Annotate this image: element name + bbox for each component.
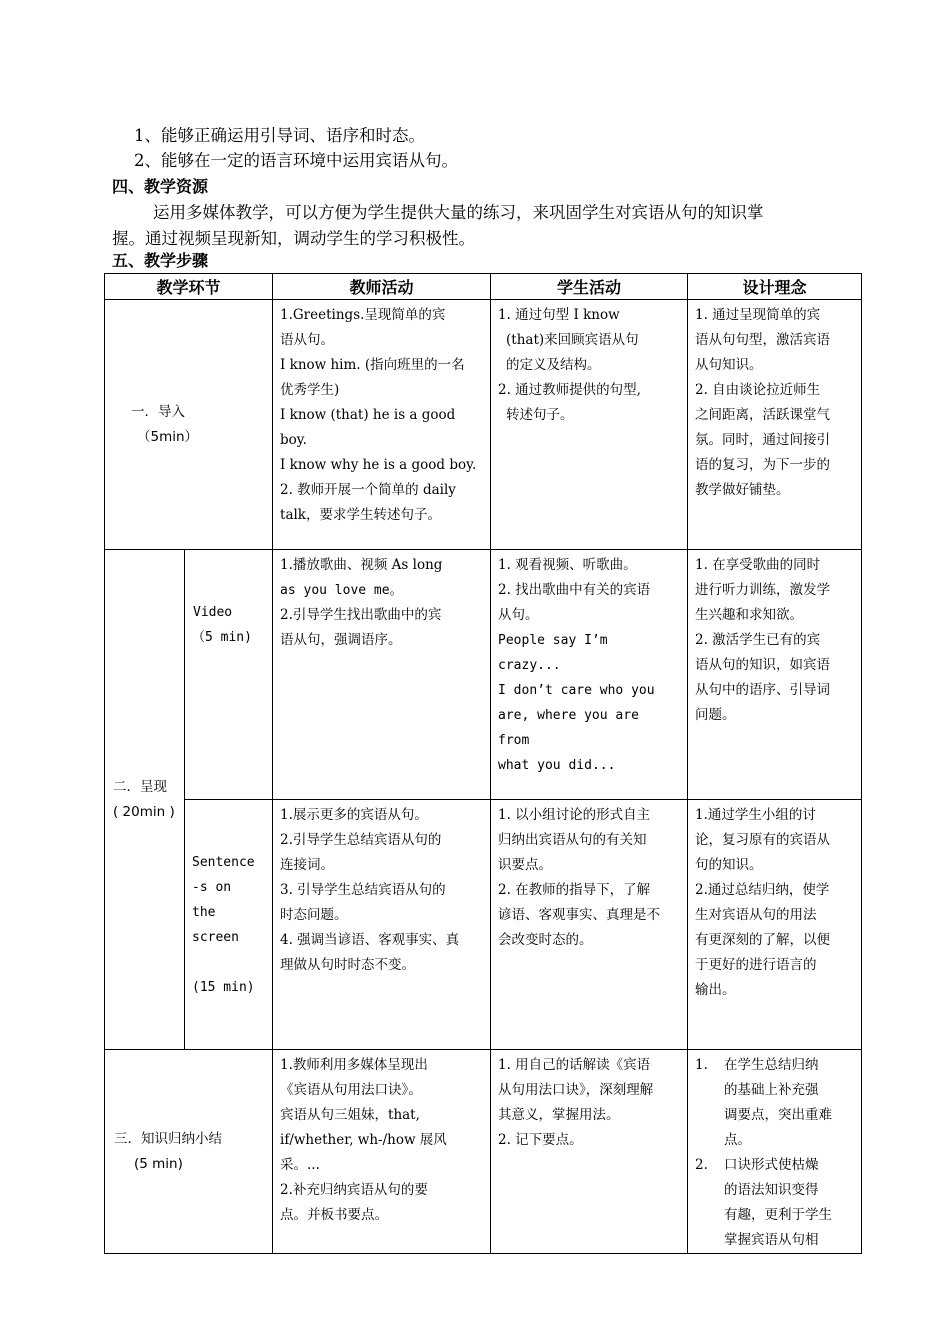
sentences-teacher-cell	[273, 800, 491, 1050]
text-line: 1.通过学生小组的讨	[695, 807, 816, 823]
text-line: I know (that) he is a good boy.	[280, 407, 456, 448]
objective-2: 2、能够在一定的语言环境中运用宾语从句。	[134, 151, 458, 170]
text-line: 2. 通过教师提供的句型,	[498, 382, 641, 398]
resources-line-1: 运用多媒体教学，可以方便为学生提供大量的练习，来巩固学生对宾语从句的知识掌	[153, 203, 764, 222]
text-line: 2. 找出歌曲中有关的宾语	[498, 582, 651, 598]
stage-present	[105, 550, 185, 1050]
text-line: 之间距离，活跃课堂气	[695, 407, 831, 423]
text-line: 进行听力训练，激发学	[695, 582, 831, 598]
text-line: 从句中的语序、引导词	[695, 682, 831, 698]
text-line: from	[498, 733, 530, 748]
table-header-row	[105, 274, 862, 300]
list-item	[695, 1053, 854, 1153]
text-line: 句的知识。	[695, 857, 763, 873]
text-line: 1.Greetings.呈现简单的宾	[280, 307, 446, 323]
text-line: 2.引导学生找出歌曲中的宾	[280, 607, 442, 623]
text-line: 会改变时态的。	[498, 932, 593, 948]
video-design-cell	[688, 550, 862, 800]
text-line: 1. 以小组讨论的形式自主	[498, 807, 651, 823]
text-line: 2.补充归纳宾语从句的要	[280, 1182, 428, 1198]
text-line: 于更好的进行语言的	[695, 957, 817, 973]
text-line: 点。并板书要点。	[280, 1207, 389, 1223]
intro-student-cell	[491, 300, 688, 550]
text-line: 有更深刻的了解，以便	[695, 932, 831, 948]
text-line: -s on	[192, 880, 232, 895]
summary-design-cell	[688, 1050, 862, 1254]
stage-summary	[105, 1050, 273, 1254]
text-line: 理做从句时时态不变。	[280, 957, 416, 973]
text-line: 口诀形式使枯燥	[724, 1157, 819, 1173]
stage-intro-title: 一．导入	[131, 403, 185, 420]
text-line: 1.展示更多的宾语从句。	[280, 807, 428, 823]
text-line: crazy...	[498, 658, 561, 673]
text-line: I know why he is a good boy.	[280, 457, 477, 473]
text-line: 的定义及结构。	[506, 357, 601, 373]
text-line: 从句知识。	[695, 357, 763, 373]
sentences-design-cell	[688, 800, 862, 1050]
header-student: 学生活动	[491, 274, 688, 300]
text-line: 时态问题。	[280, 907, 348, 923]
table-row	[105, 550, 862, 800]
text-line: 宾语从句三姐妹，that,	[280, 1107, 420, 1123]
text-line: (15 min)	[192, 980, 255, 995]
section-heading-resources: 四、教学资源	[112, 177, 209, 196]
summary-teacher-cell	[273, 1050, 491, 1254]
text-line	[192, 950, 265, 975]
text-line: 2. 记下要点。	[498, 1132, 583, 1148]
video-teacher-cell	[273, 550, 491, 800]
stage-present-title: 二．呈现	[113, 778, 167, 795]
summary-student-cell	[491, 1050, 688, 1254]
text-line: 论，复习原有的宾语从	[695, 832, 831, 848]
text-line: 教学做好铺垫。	[695, 482, 790, 498]
text-line: 其意义，掌握用法。	[498, 1107, 620, 1123]
stage-summary-title: 三．知识归纳小结	[114, 1130, 222, 1147]
text-line: 转述句子。	[506, 407, 574, 423]
text-line: People say I’m	[498, 633, 608, 648]
video-student-cell	[491, 550, 688, 800]
text-line: 归纳出宾语从句的有关知	[498, 832, 647, 848]
text-line: 采。...	[280, 1157, 320, 1173]
header-stage: 教学环节	[105, 274, 273, 300]
text-line: 1.教师利用多媒体呈现出	[280, 1057, 428, 1073]
intro-teacher-cell	[273, 300, 491, 550]
text-line: 2. 激活学生已有的宾	[695, 632, 821, 648]
text-line: 2. 自由谈论拉近师生	[695, 382, 821, 398]
text-line: 2. 在教师的指导下，了解	[498, 882, 651, 898]
text-line: the	[192, 905, 216, 920]
list-number: 1.	[695, 1057, 708, 1073]
text-line: 的语法知识变得	[724, 1182, 819, 1198]
text-line: Video	[193, 605, 233, 620]
list-number: 2.	[695, 1157, 708, 1173]
text-line: (that)来回顾宾语从句	[506, 332, 639, 348]
text-line: 语从句的知识，如宾语	[695, 657, 831, 673]
text-line: 生对宾语从句的用法	[695, 907, 817, 923]
text-line: （5 min)	[192, 630, 252, 645]
intro-design-cell	[688, 300, 862, 550]
text-line: 氛。同时，通过间接引	[695, 432, 831, 448]
text-line: 1. 通过句型 I know	[498, 307, 620, 323]
text-line: 有趣，更利于学生	[724, 1207, 833, 1223]
text-line: as you love me。	[280, 583, 403, 598]
text-line: 识要点。	[498, 857, 553, 873]
stage-present-time: ( 20min )	[113, 803, 175, 820]
text-line: 2.通过总结归纳，使学	[695, 882, 830, 898]
sentences-student-cell	[491, 800, 688, 1050]
text-line: talk，要求学生转述句子。	[280, 507, 441, 523]
text-line: 语的复习，为下一步的	[695, 457, 831, 473]
text-line: 语从句。	[280, 332, 335, 348]
text-line: 1. 通过呈现简单的宾	[695, 307, 821, 323]
text-line: 调要点，突出重难	[724, 1107, 833, 1123]
text-line: screen	[192, 930, 239, 945]
stage-intro-time: （5min）	[137, 428, 199, 445]
text-line: 从句。	[498, 607, 539, 623]
text-line: 2. 教师开展一个简单的 daily	[280, 482, 456, 498]
resources-line-2: 握。通过视频呈现新知，调动学生的学习积极性。	[112, 229, 475, 248]
text-line: 从句用法口诀》，深刻理解	[498, 1082, 654, 1098]
text-line: 的基础上补充强	[724, 1082, 819, 1098]
text-line: 连接词。	[280, 857, 335, 873]
resources-paragraph	[112, 200, 862, 252]
text-line: 输出。	[695, 982, 736, 998]
objective-1: 1、能够正确运用引导词、语序和时态。	[134, 126, 425, 145]
text-line: 点。	[724, 1132, 752, 1148]
text-line: 语从句句型，激活宾语	[695, 332, 831, 348]
text-line: 《宾语从句用法口诀》。	[280, 1082, 422, 1098]
header-design: 设计理念	[688, 274, 862, 300]
stage-intro	[105, 300, 273, 550]
text-line: 在学生总结归纳	[724, 1057, 819, 1073]
sentences-subsection-cell	[185, 800, 273, 1050]
text-line: 2.引导学生总结宾语从句的	[280, 832, 442, 848]
text-line: 3. 引导学生总结宾语从句的	[280, 882, 446, 898]
text-line: 语从句，强调语序。	[280, 632, 402, 648]
text-line: 优秀学生)	[280, 382, 340, 398]
video-subsection-cell	[185, 550, 273, 800]
text-line: 掌握宾语从句相	[724, 1232, 819, 1248]
text-line: Sentence	[192, 855, 255, 870]
teaching-steps-table	[104, 273, 862, 1254]
text-line: 1.播放歌曲、视频 As long	[280, 557, 443, 573]
text-line: 谚语、客观事实、真理是不	[498, 907, 661, 923]
text-line: 问题。	[695, 707, 736, 723]
text-line: if/whether, wh-/how 展风	[280, 1132, 447, 1148]
text-line: 1. 用自己的话解读《宾语	[498, 1057, 651, 1073]
text-line: what you did...	[498, 758, 616, 773]
text-line: 1. 在享受歌曲的同时	[695, 557, 821, 573]
table-row	[105, 800, 862, 1050]
table-row	[105, 300, 862, 550]
text-line: I don’t care who you	[498, 683, 655, 698]
section-heading-steps: 五、教学步骤	[112, 251, 209, 270]
text-line: are, where you are	[498, 708, 639, 723]
text-line: 4. 强调当谚语、客观事实、真	[280, 932, 460, 948]
text-line: 生兴趣和求知欲。	[695, 607, 804, 623]
list-item	[695, 1153, 854, 1253]
text-line: I know him. (指向班里的一名	[280, 357, 465, 373]
text-line: 1. 观看视频、听歌曲。	[498, 557, 637, 573]
header-teacher: 教师活动	[273, 274, 491, 300]
stage-summary-time: (5 min)	[134, 1155, 183, 1172]
table-row	[105, 1050, 862, 1254]
